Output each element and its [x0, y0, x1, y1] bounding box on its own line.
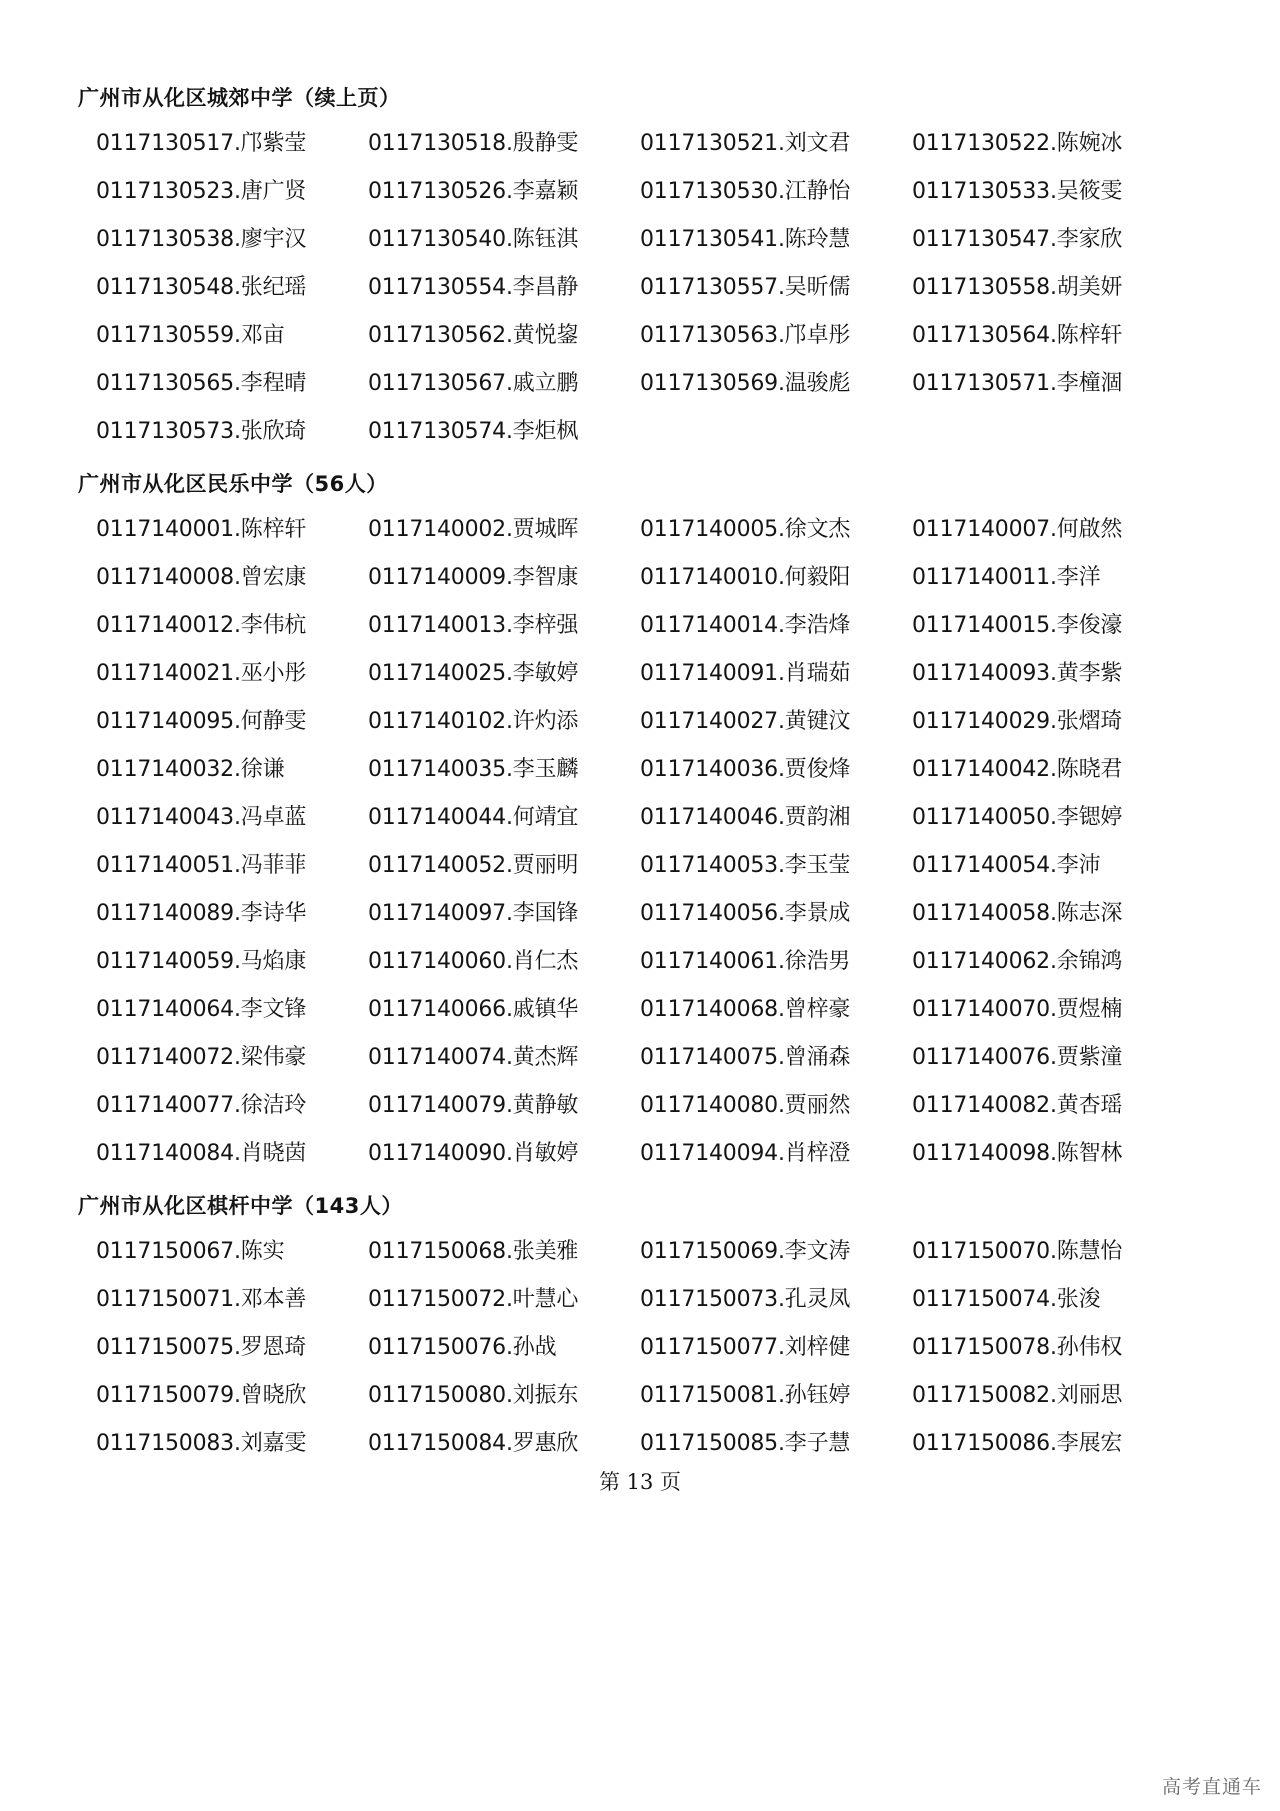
student-entry: 0117130562.黄悦鋆 [368, 323, 579, 348]
student-entry: 0117130565.李程晴 [96, 371, 307, 396]
student-entry: 0117140097.李国锋 [368, 901, 579, 926]
student-entry: 0117140074.黄杰辉 [368, 1045, 579, 1070]
student-entry: 0117150070.陈慧怡 [912, 1239, 1123, 1264]
student-entry: 0117130517.邝紫莹 [96, 131, 307, 156]
student-entry: 0117140062.余锦鸿 [912, 949, 1123, 974]
student-entry: 0117130558.胡美妍 [912, 275, 1123, 300]
student-entry: 0117130563.邝卓彤 [640, 323, 851, 348]
student-grid [96, 1228, 1158, 1468]
student-entry: 0117150080.刘振东 [368, 1383, 579, 1408]
student-entry: 0117130523.唐广贤 [96, 179, 307, 204]
student-entry: 0117140061.徐浩男 [640, 949, 851, 974]
section-heading: 广州市从化区棋杆中学（143人） [78, 1194, 403, 1218]
student-entry: 0117140098.陈智林 [912, 1141, 1123, 1166]
student-entry: 0117140001.陈梓轩 [96, 517, 307, 542]
student-entry: 0117140013.李梓强 [368, 613, 579, 638]
student-entry: 0117130571.李橦涸 [912, 371, 1123, 396]
school-section-chengjiao [78, 84, 1158, 456]
student-entry: 0117150083.刘嘉雯 [96, 1431, 307, 1456]
student-entry: 0117130574.李炬枫 [368, 419, 579, 444]
student-entry: 0117140058.陈志深 [912, 901, 1123, 926]
student-entry: 0117130559.邓亩 [96, 323, 285, 348]
student-entry: 0117140084.肖晓茵 [96, 1141, 307, 1166]
student-entry: 0117140070.贾煜楠 [912, 997, 1123, 1022]
student-entry: 0117150073.孔灵凤 [640, 1287, 851, 1312]
student-entry: 0117140059.马焰康 [96, 949, 307, 974]
student-entry: 0117130557.吴昕儒 [640, 275, 851, 300]
student-entry: 0117140009.李智康 [368, 565, 579, 590]
student-entry: 0117140091.肖瑞茹 [640, 661, 851, 686]
student-entry: 0117140064.李文锋 [96, 997, 307, 1022]
student-entry: 0117140075.曾涌森 [640, 1045, 851, 1070]
student-entry: 0117150076.孙战 [368, 1335, 557, 1360]
section-heading: 广州市从化区城郊中学（续上页） [78, 86, 401, 110]
student-entry: 0117140090.肖敏婷 [368, 1141, 579, 1166]
student-entry: 0117140012.李伟杭 [96, 613, 307, 638]
student-grid [96, 120, 1158, 456]
student-entry: 0117130533.吴筱雯 [912, 179, 1123, 204]
student-entry: 0117130518.殷静雯 [368, 131, 579, 156]
student-entry: 0117150075.罗恩琦 [96, 1335, 307, 1360]
student-entry: 0117130540.陈钰淇 [368, 227, 579, 252]
student-entry: 0117150086.李展宏 [912, 1431, 1123, 1456]
student-entry: 0117130569.温骏彪 [640, 371, 851, 396]
student-entry: 0117140036.贾俊烽 [640, 757, 851, 782]
student-entry: 0117140066.戚镇华 [368, 997, 579, 1022]
student-entry: 0117140051.冯菲菲 [96, 853, 307, 878]
student-entry: 0117150068.张美雅 [368, 1239, 579, 1264]
student-entry: 0117140068.曾梓豪 [640, 997, 851, 1022]
student-entry: 0117140089.李诗华 [96, 901, 307, 926]
student-entry: 0117150077.刘梓健 [640, 1335, 851, 1360]
student-entry: 0117150085.李子慧 [640, 1431, 851, 1456]
student-entry: 0117140093.黄李紫 [912, 661, 1123, 686]
student-entry: 0117140044.何靖宜 [368, 805, 579, 830]
student-entry: 0117130541.陈玲慧 [640, 227, 851, 252]
student-entry: 0117140052.贾丽明 [368, 853, 579, 878]
student-grid [96, 506, 1158, 1178]
student-entry: 0117140046.贾韵湘 [640, 805, 851, 830]
student-entry: 0117140072.梁伟豪 [96, 1045, 307, 1070]
student-entry: 0117130564.陈梓轩 [912, 323, 1123, 348]
student-entry: 0117150084.罗惠欣 [368, 1431, 579, 1456]
student-entry: 0117140054.李沛 [912, 853, 1101, 878]
student-entry: 0117140005.徐文杰 [640, 517, 851, 542]
student-entry: 0117150071.邓本善 [96, 1287, 307, 1312]
student-entry: 0117140002.贾城晖 [368, 517, 579, 542]
student-entry: 0117150079.曾晓欣 [96, 1383, 307, 1408]
student-entry: 0117140008.曾宏康 [96, 565, 307, 590]
school-section-minle [78, 470, 1158, 1178]
student-entry: 0117130526.李嘉颖 [368, 179, 579, 204]
student-entry: 0117140029.张熠琦 [912, 709, 1123, 734]
student-entry: 0117130521.刘文君 [640, 131, 851, 156]
student-entry: 0117140021.巫小彤 [96, 661, 307, 686]
student-entry: 0117140095.何静雯 [96, 709, 307, 734]
student-entry: 0117130547.李家欣 [912, 227, 1123, 252]
school-section-qigan [78, 1192, 1158, 1468]
student-entry: 0117140007.何啟然 [912, 517, 1123, 542]
student-entry: 0117140042.陈晓君 [912, 757, 1123, 782]
student-entry: 0117140011.李洋 [912, 565, 1101, 590]
student-entry: 0117140050.李锶婷 [912, 805, 1123, 830]
student-entry: 0117140027.黄键汶 [640, 709, 851, 734]
student-entry: 0117140053.李玉莹 [640, 853, 851, 878]
student-entry: 0117150081.孙钰婷 [640, 1383, 851, 1408]
student-entry: 0117150082.刘丽思 [912, 1383, 1123, 1408]
student-entry: 0117140080.贾丽然 [640, 1093, 851, 1118]
student-entry: 0117140060.肖仁杰 [368, 949, 579, 974]
student-entry: 0117140043.冯卓蓝 [96, 805, 307, 830]
student-entry: 0117140079.黄静敏 [368, 1093, 579, 1118]
student-entry: 0117130573.张欣琦 [96, 419, 307, 444]
section-heading: 广州市从化区民乐中学（56人） [78, 472, 388, 496]
student-entry: 0117130548.张纪瑶 [96, 275, 307, 300]
student-entry: 0117140035.李玉麟 [368, 757, 579, 782]
student-entry: 0117140010.何毅阳 [640, 565, 851, 590]
student-entry: 0117140014.李浩烽 [640, 613, 851, 638]
student-entry: 0117130522.陈婉冰 [912, 131, 1123, 156]
student-entry: 0117130538.廖宇汉 [96, 227, 307, 252]
student-entry: 0117140102.许灼添 [368, 709, 579, 734]
admission-list [78, 84, 1158, 1482]
student-entry: 0117140094.肖梓澄 [640, 1141, 851, 1166]
student-entry: 0117150069.李文涛 [640, 1239, 851, 1264]
student-entry: 0117130554.李昌静 [368, 275, 579, 300]
student-entry: 0117140056.李景成 [640, 901, 851, 926]
student-entry: 0117140015.李俊濠 [912, 613, 1123, 638]
student-entry: 0117140082.黄杏瑶 [912, 1093, 1123, 1118]
watermark: 高考直通车 [1161, 1776, 1262, 1798]
page-number: 第 13 页 [598, 1470, 682, 1494]
student-entry: 0117140076.贾紫潼 [912, 1045, 1123, 1070]
student-entry: 0117150072.叶慧心 [368, 1287, 579, 1312]
student-entry: 0117140025.李敏婷 [368, 661, 579, 686]
student-entry: 0117150078.孙伟权 [912, 1335, 1123, 1360]
student-entry: 0117140032.徐谦 [96, 757, 285, 782]
student-entry: 0117150067.陈实 [96, 1239, 285, 1264]
student-entry: 0117150074.张浚 [912, 1287, 1101, 1312]
student-entry: 0117140077.徐洁玲 [96, 1093, 307, 1118]
student-entry: 0117130567.戚立鹏 [368, 371, 579, 396]
student-entry: 0117130530.江静怡 [640, 179, 851, 204]
